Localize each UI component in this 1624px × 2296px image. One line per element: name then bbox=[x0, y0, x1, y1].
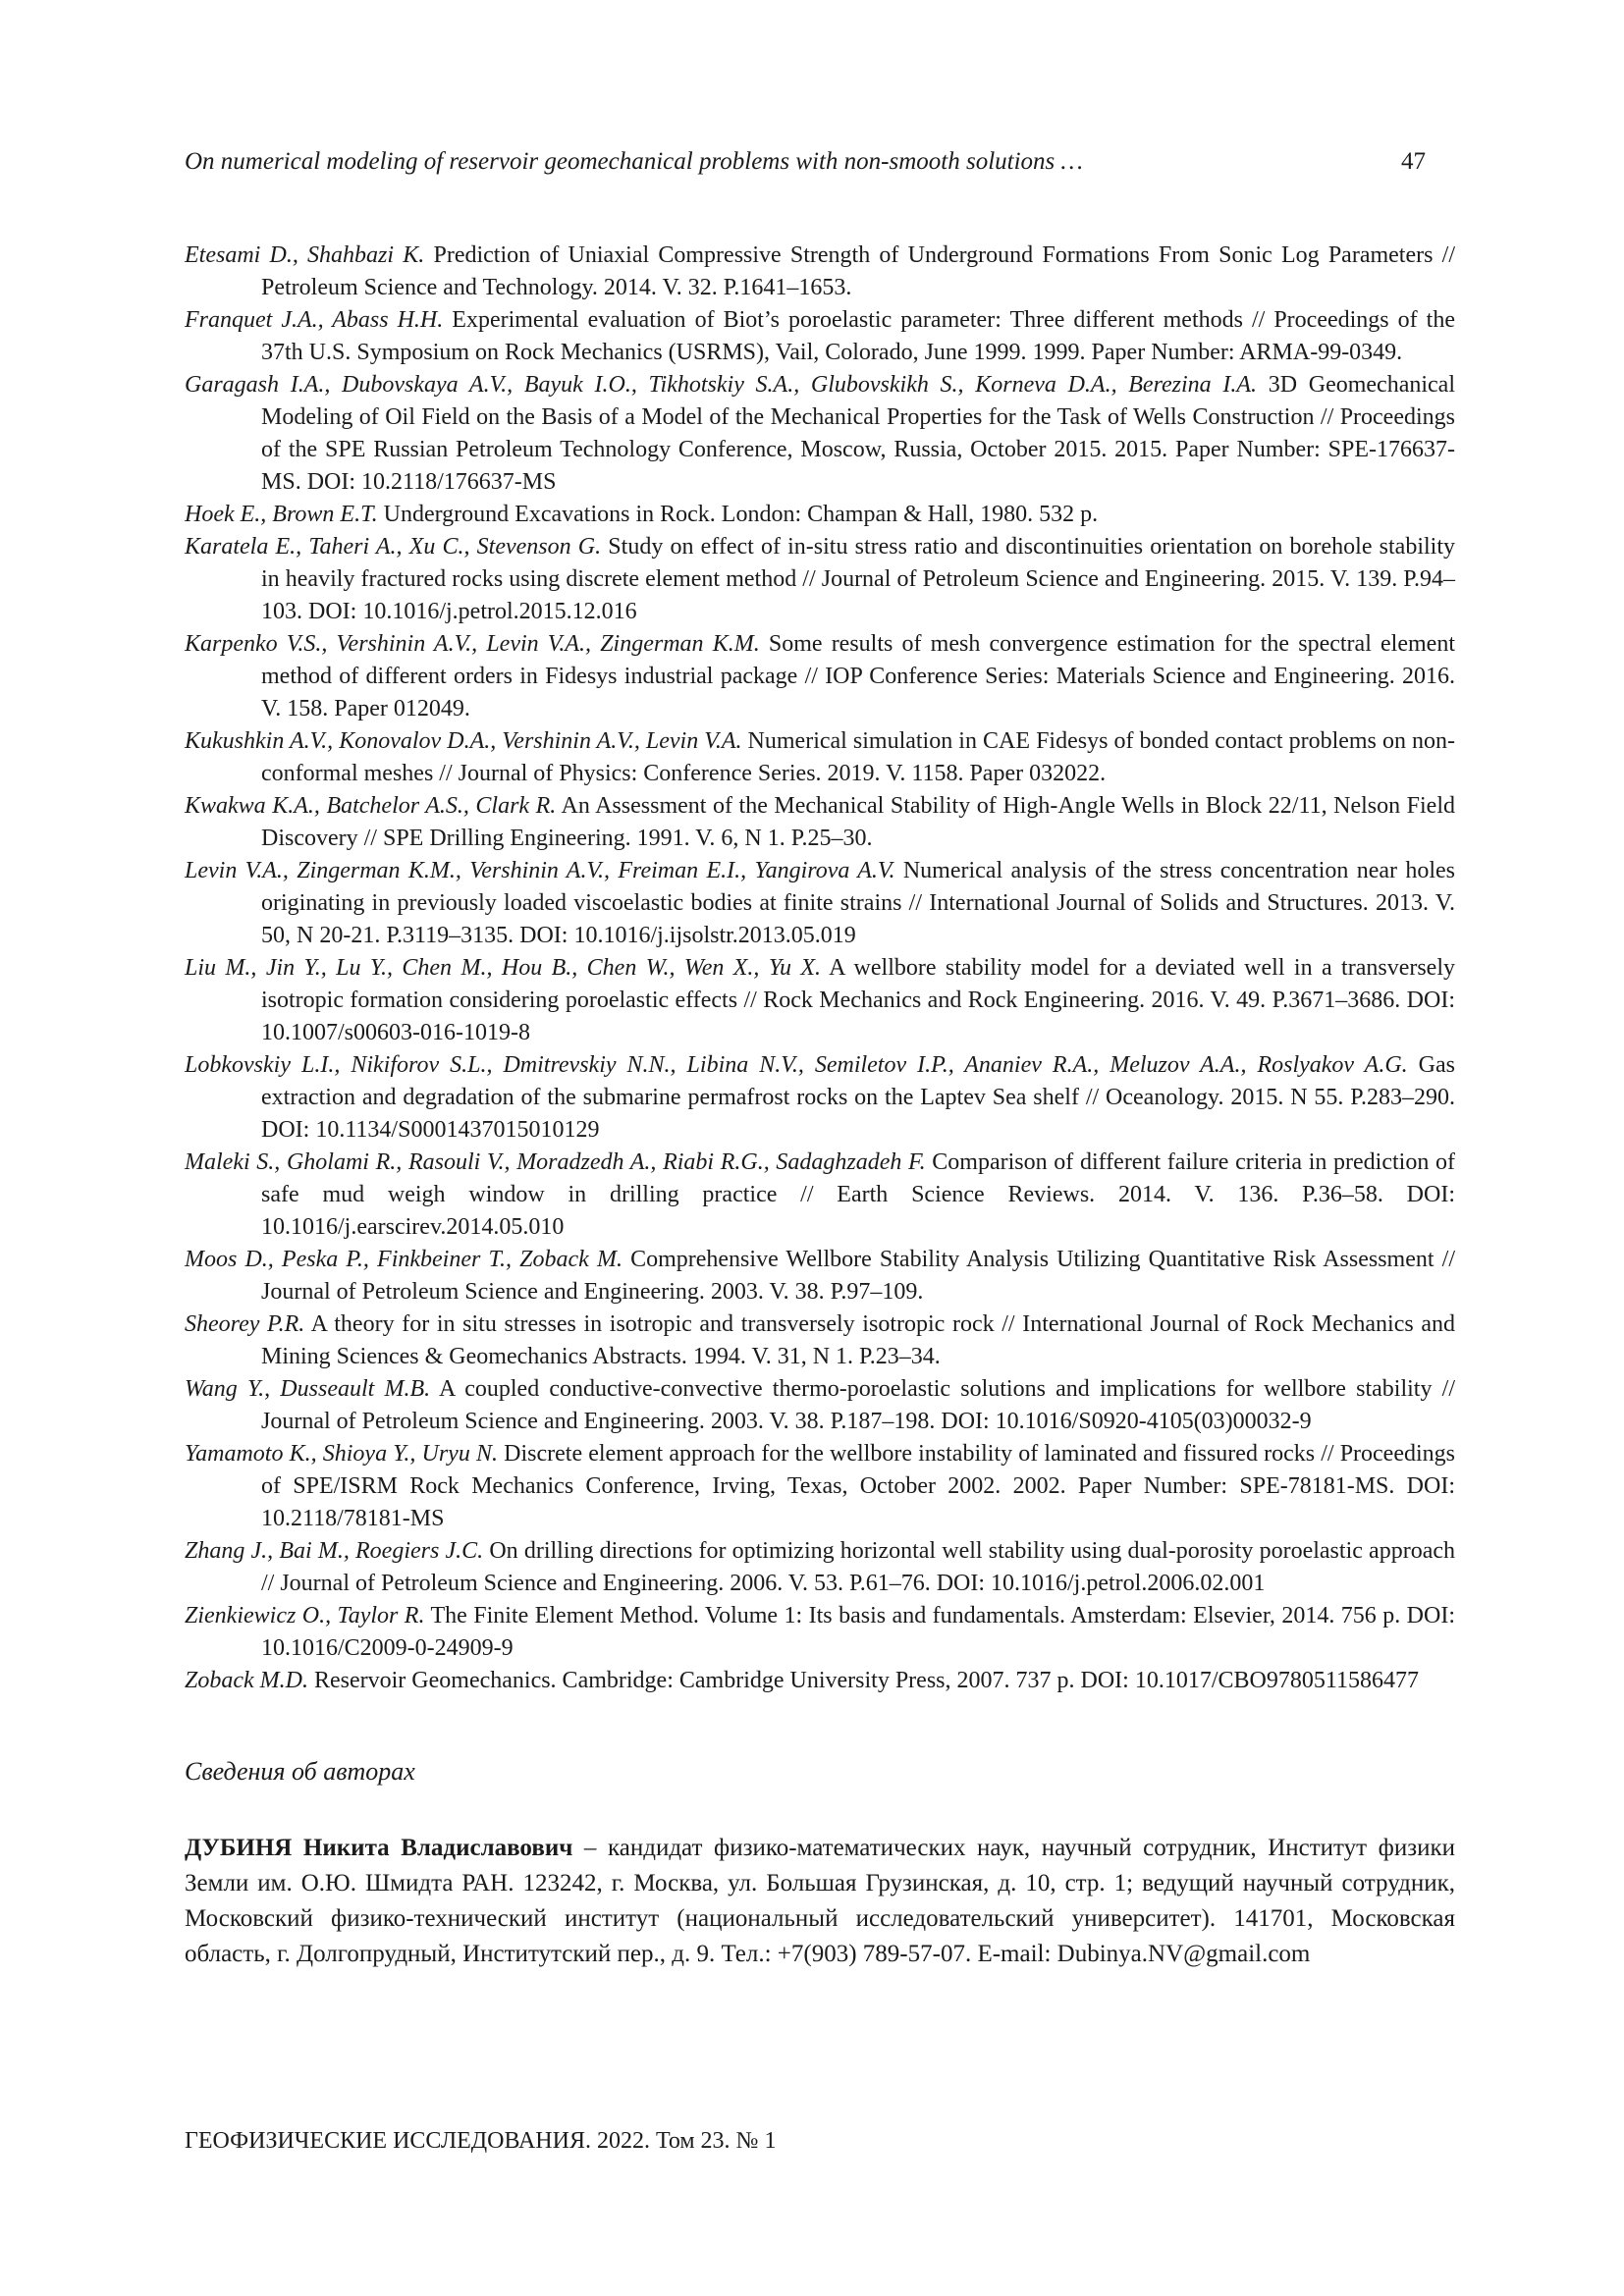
reference-item bbox=[185, 855, 1455, 952]
reference-item bbox=[185, 1049, 1455, 1147]
reference-item bbox=[185, 1373, 1455, 1438]
reference-text: Comprehensive Wellbore Stability Analysis Utilizing Quantitative Risk Assessment // Journal of Petroleum Science and Engineering. 2003. V. 38. P.97–109. bbox=[261, 1247, 1456, 1305]
reference-item bbox=[185, 1147, 1455, 1244]
reference-text: A theory for in situ stresses in isotropic and transversely isotropic rock // International Journal of Rock Mechanics and Mining Sciences & Geomechanics Abstracts. 1994. V. 31, N 1. P.23–34. bbox=[261, 1311, 1455, 1369]
reference-text: Some results of mesh convergence estimation for the spectral element method of different orders in Fidesys industrial package // IOP Conference Series: Materials Science and Engineering. 2016. V. 158. Paper 012049. bbox=[261, 631, 1455, 721]
reference-item bbox=[185, 1244, 1455, 1308]
reference-authors: Karatela E., Taheri A., Xu C., Stevenson G. bbox=[185, 534, 602, 560]
reference-item bbox=[185, 369, 1455, 499]
reference-item bbox=[185, 790, 1455, 855]
reference-text: Underground Excavations in Rock. London: Champan & Hall, 1980. 532 p. bbox=[377, 502, 1099, 527]
reference-item bbox=[185, 952, 1455, 1049]
reference-authors: Garagash I.A., Dubovskaya A.V., Bayuk I.O., Tikhotskiy S.A., Glubovskikh S., Korneva D.A., Berezina I.A. bbox=[185, 372, 1258, 398]
reference-authors: Liu M., Jin Y., Lu Y., Chen M., Hou B., Chen W., Wen X., Yu X. bbox=[185, 955, 822, 981]
author-info-paragraph bbox=[185, 1831, 1455, 1972]
reference-authors: Maleki S., Gholami R., Rasouli V., Moradzedh A., Riabi R.G., Sadaghzadeh F. bbox=[185, 1149, 926, 1175]
running-head-title: On numerical modeling of reservoir geomechanical problems with non-smooth solutions … bbox=[185, 148, 1083, 175]
reference-item bbox=[185, 725, 1455, 790]
reference-text: Numerical simulation in CAE Fidesys of bonded contact problems on non-conformal meshes // Journal of Physics: Conference Series. 2019. V. 1158. Paper 032022. bbox=[261, 728, 1456, 786]
reference-authors: Zhang J., Bai M., Roegiers J.C. bbox=[185, 1538, 484, 1564]
reference-text: On drilling directions for optimizing horizontal well stability using dual-porosity poroelastic approach // Journal of Petroleum Science and Engineering. 2006. V. 53. P.61–76. DOI: 10.1016/j.petrol.2006.02.001 bbox=[261, 1538, 1456, 1596]
reference-authors: Zoback M.D. bbox=[185, 1668, 308, 1693]
reference-item bbox=[185, 1308, 1455, 1373]
reference-item bbox=[185, 499, 1455, 531]
reference-authors: Wang Y., Dusseault M.B. bbox=[185, 1376, 431, 1402]
reference-item bbox=[185, 304, 1455, 369]
reference-authors: Sheorey P.R. bbox=[185, 1311, 305, 1337]
reference-text: Experimental evaluation of Biot’s poroelastic parameter: Three different methods // Proceedings of the 37th U.S. Symposium on Rock Mechanics (USRMS), Vail, Colorado, June 1999. 1999. Paper Number: ARMA-99-0349. bbox=[261, 307, 1455, 365]
reference-text: Numerical analysis of the stress concentration near holes originating in previously loaded viscoelastic bodies at finite strains // International Journal of Solids and Structures. 2013. V. 50, N 20-21. P.3119–3135. DOI: 10.1016/j.ijsolstr.2013.05.019 bbox=[261, 858, 1456, 948]
reference-text: Gas extraction and degradation of the submarine permafrost rocks on the Laptev Sea shelf // Oceanology. 2015. N 55. P.283–290. DOI: 10.1134/S0001437015010129 bbox=[261, 1052, 1455, 1143]
reference-text: The Finite Element Method. Volume 1: Its basis and fundamentals. Amsterdam: Elsevier, 2014. 756 p. DOI: 10.1016/C2009-0-24909-9 bbox=[261, 1603, 1456, 1661]
reference-authors: Franquet J.A., Abass H.H. bbox=[185, 307, 444, 333]
reference-text: Prediction of Uniaxial Compressive Strength of Underground Formations From Sonic Log Parameters // Petroleum Science and Technology. 2014. V. 32. P.1641–1653. bbox=[261, 242, 1455, 300]
reference-text: Study on effect of in-situ stress ratio and discontinuities orientation on borehole stability in heavily fractured rocks using discrete element method // Journal of Petroleum Science and Engineering. 2015. V. 139. P.94–103. DOI: 10.1016/j.petrol.2015.12.016 bbox=[261, 534, 1455, 624]
reference-item bbox=[185, 628, 1455, 725]
reference-item bbox=[185, 240, 1455, 304]
running-head bbox=[185, 147, 1455, 177]
reference-text: Comparison of different failure criteria in prediction of safe mud weigh window in drilling practice // Earth Science Reviews. 2014. V. 136. P.36–58. DOI: 10.1016/j.earscirev.2014.05.010 bbox=[261, 1149, 1455, 1240]
reference-authors: Moos D., Peska P., Finkbeiner T., Zoback M. bbox=[185, 1247, 623, 1272]
reference-authors: Etesami D., Shahbazi K. bbox=[185, 242, 425, 268]
reference-item bbox=[185, 1600, 1455, 1665]
reference-text: Discrete element approach for the wellbore instability of laminated and fissured rocks // Proceedings of SPE/ISRM Rock Mechanics Conference, Irving, Texas, October 2002. 2002. Paper Number: SPE-78181-MS. DOI: 10.2118/78181-MS bbox=[261, 1441, 1455, 1531]
authors-section-heading: Сведения об авторах bbox=[185, 1757, 415, 1786]
reference-item bbox=[185, 531, 1455, 628]
references-list bbox=[185, 240, 1455, 1697]
page-number: 47 bbox=[1401, 148, 1426, 175]
author-name: ДУБИНЯ Никита Владиславович bbox=[185, 1835, 573, 1861]
reference-authors: Zienkiewicz O., Taylor R. bbox=[185, 1603, 425, 1629]
reference-authors: Levin V.A., Zingerman K.M., Vershinin A.V., Freiman E.I., Yangirova A.V. bbox=[185, 858, 895, 883]
reference-text: A coupled conductive-convective thermo-poroelastic solutions and implications for wellbore stability // Journal of Petroleum Science and Engineering. 2003. V. 38. P.187–198. DOI: 10.1016/S0920-4105(03)00032-9 bbox=[261, 1376, 1455, 1434]
reference-text: 3D Geomechanical Modeling of Oil Field on the Basis of a Model of the Mechanical Properties for the Task of Wells Construction // Proceedings of the SPE Russian Petroleum Technology Conference, Moscow, Russia, October 2015. 2015. Paper Number: SPE-176637-MS. DOI: 10.2118/176637-MS bbox=[261, 372, 1455, 495]
reference-authors: Lobkovskiy L.I., Nikiforov S.L., Dmitrevskiy N.N., Libina N.V., Semiletov I.P., Ananiev R.A., Meluzov A.A., Roslyakov A.G. bbox=[185, 1052, 1408, 1078]
reference-item bbox=[185, 1665, 1455, 1697]
reference-authors: Kukushkin A.V., Konovalov D.A., Vershinin A.V., Levin V.A. bbox=[185, 728, 742, 754]
reference-text: Reservoir Geomechanics. Cambridge: Cambridge University Press, 2007. 737 p. DOI: 10.1017/CBO9780511586477 bbox=[307, 1668, 1419, 1693]
reference-authors: Kwakwa K.A., Batchelor A.S., Clark R. bbox=[185, 793, 557, 819]
reference-text: An Assessment of the Mechanical Stability of High-Angle Wells in Block 22/11, Nelson Field Discovery // SPE Drilling Engineering. 1991. V. 6, N 1. P.25–30. bbox=[261, 793, 1456, 851]
journal-footer: ГЕОФИЗИЧЕСКИЕ ИССЛЕДОВАНИЯ. 2022. Том 23. № 1 bbox=[185, 2128, 777, 2154]
reference-text: A wellbore stability model for a deviated well in a transversely isotropic formation considering poroelastic effects // Rock Mechanics and Rock Engineering. 2016. V. 49. P.3671–3686. DOI: 10.1007/s00603-016-1019-8 bbox=[261, 955, 1455, 1045]
reference-authors: Karpenko V.S., Vershinin A.V., Levin V.A., Zingerman K.M. bbox=[185, 631, 760, 657]
reference-item bbox=[185, 1438, 1455, 1535]
reference-item bbox=[185, 1535, 1455, 1600]
reference-authors: Yamamoto K., Shioya Y., Uryu N. bbox=[185, 1441, 498, 1467]
author-info-text: – кандидат физико-математических наук, научный сотрудник, Институт физики Земли им. О.Ю. Шмидта РАН. 123242, г. Москва, ул. Большая Грузинская, д. 10, стр. 1; ведущий научный сотрудник, Московский физико-технический институт (национальный исследовательский университет). 141701, Московская область, г. Долгопрудный, Институтский пер., д. 9. Тел.: +7(903) 789-57-07. E-mail: Dubinya.NV@gmail.com bbox=[185, 1835, 1455, 1967]
reference-authors: Hoek E., Brown E.T. bbox=[185, 502, 378, 527]
